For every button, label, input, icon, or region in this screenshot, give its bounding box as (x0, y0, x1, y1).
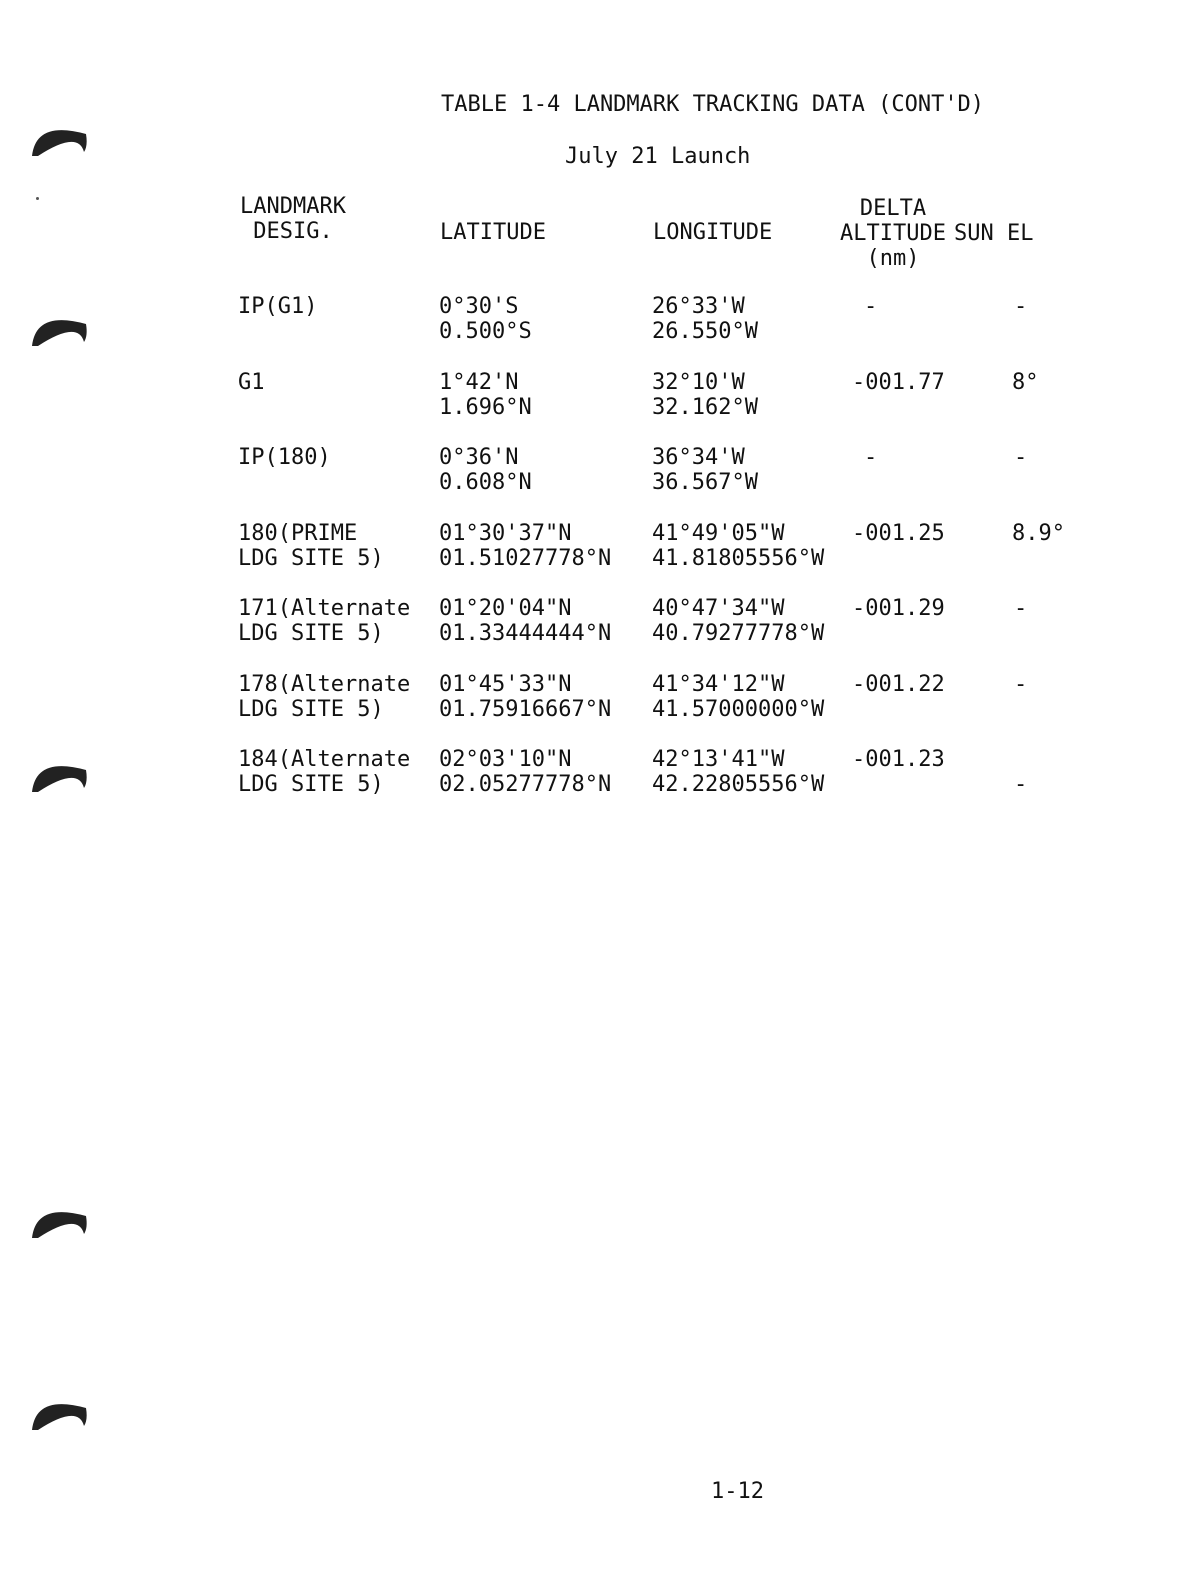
scan-speck (36, 197, 39, 200)
cell-desig: 180(PRIME LDG SITE 5) (238, 521, 384, 571)
cell-latitude: 01°45'33"N 01.75916667°N (439, 672, 612, 722)
cell-delta-altitude: -001.25 (852, 521, 945, 546)
table-row (0, 672, 1196, 732)
cell-longitude: 32°10'W 32.162°W (652, 370, 758, 420)
cell-sun-el: - (1014, 672, 1028, 697)
cell-sun-el: - (1014, 596, 1028, 621)
page-number: 1-12 (711, 1479, 764, 1504)
cell-sun-el: - (1014, 772, 1028, 797)
table-row (0, 370, 1196, 430)
cell-desig: 171(Alternate LDG SITE 5) (238, 596, 411, 646)
binder-hole-1 (28, 116, 92, 160)
binder-hole-5 (28, 1390, 92, 1434)
binder-hole-4 (28, 1198, 92, 1242)
cell-longitude: 36°34'W 36.567°W (652, 445, 758, 495)
header-longitude: LONGITUDE (653, 220, 773, 245)
header-latitude: LATITUDE (440, 220, 546, 245)
cell-longitude: 26°33'W 26.550°W (652, 294, 758, 344)
header-landmark-desig: LANDMARK DESIG. (240, 194, 346, 244)
cell-desig: 178(Alternate LDG SITE 5) (238, 672, 411, 722)
cell-delta-altitude: -001.23 (852, 747, 945, 772)
cell-longitude: 41°34'12"W 41.57000000°W (652, 672, 825, 722)
cell-desig: 184(Alternate LDG SITE 5) (238, 747, 411, 797)
header-delta-altitude: DELTA ALTITUDE (nm) (840, 196, 946, 271)
cell-latitude: 1°42'N 1.696°N (439, 370, 532, 420)
cell-latitude: 02°03'10"N 02.05277778°N (439, 747, 612, 797)
cell-delta-altitude: -001.22 (852, 672, 945, 697)
table-row (0, 445, 1196, 505)
cell-latitude: 01°20'04"N 01.33444444°N (439, 596, 612, 646)
cell-delta-altitude: - (864, 445, 878, 470)
table-subtitle: July 21 Launch (565, 144, 751, 169)
cell-delta-altitude: - (864, 294, 878, 319)
cell-sun-el: 8.9° (1012, 521, 1065, 546)
cell-longitude: 41°49'05"W 41.81805556°W (652, 521, 825, 571)
cell-sun-el: 8° (1012, 370, 1039, 395)
cell-delta-altitude: -001.77 (852, 370, 945, 395)
table-row (0, 294, 1196, 354)
table-row (0, 596, 1196, 656)
header-sun-el: SUN EL (954, 221, 1034, 246)
cell-desig: IP(G1) (238, 294, 318, 319)
cell-latitude: 01°30'37"N 01.51027778°N (439, 521, 612, 571)
cell-sun-el: - (1014, 445, 1028, 470)
table-row (0, 747, 1196, 807)
table-row (0, 521, 1196, 581)
cell-latitude: 0°36'N 0.608°N (439, 445, 532, 495)
cell-desig: G1 (238, 370, 265, 395)
cell-latitude: 0°30'S 0.500°S (439, 294, 532, 344)
table-title: TABLE 1-4 LANDMARK TRACKING DATA (CONT'D) (441, 92, 985, 117)
cell-longitude: 40°47'34"W 40.79277778°W (652, 596, 825, 646)
cell-delta-altitude: -001.29 (852, 596, 945, 621)
cell-sun-el: - (1014, 294, 1028, 319)
cell-desig: IP(180) (238, 445, 331, 470)
cell-longitude: 42°13'41"W 42.22805556°W (652, 747, 825, 797)
